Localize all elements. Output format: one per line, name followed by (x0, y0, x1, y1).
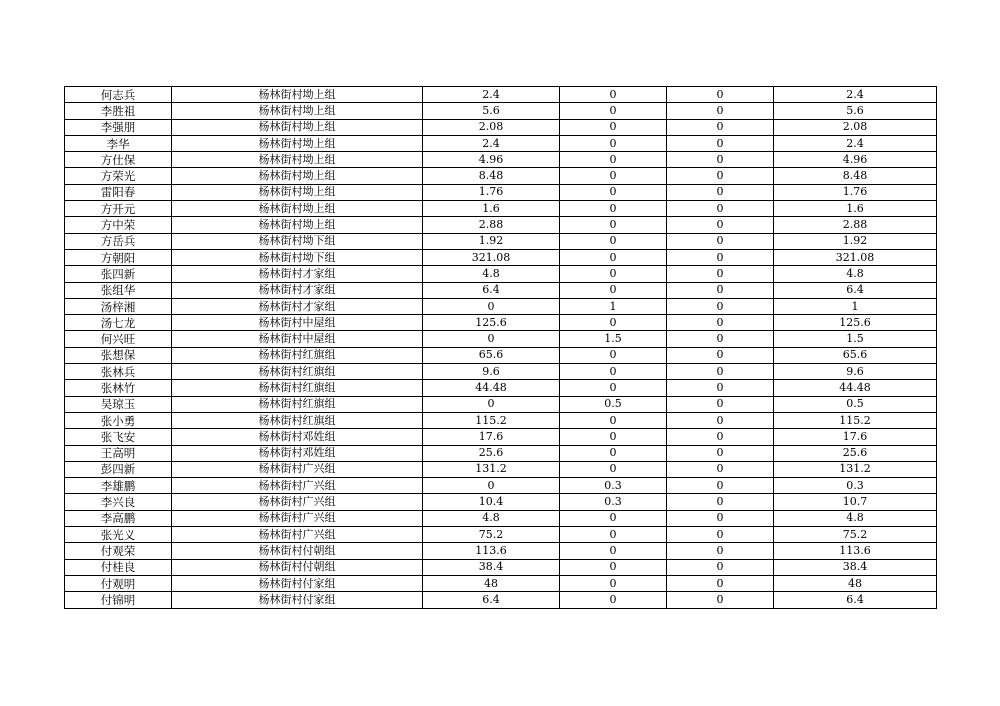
name-cell: 张光义 (65, 527, 172, 543)
value-c-cell: 0 (667, 331, 774, 347)
location-cell: 杨林街村坳下组 (172, 249, 423, 265)
table-row (65, 510, 937, 526)
value-a-cell: 5.6 (423, 103, 560, 119)
table-row (65, 478, 937, 494)
name-cell: 李兴良 (65, 494, 172, 510)
value-a-cell: 65.6 (423, 347, 560, 363)
value-b-cell: 0 (560, 575, 667, 591)
name-cell: 彭四新 (65, 461, 172, 477)
value-c-cell: 0 (667, 201, 774, 217)
total-cell: 6.4 (774, 592, 937, 608)
location-cell: 杨林街村红旗组 (172, 380, 423, 396)
value-c-cell: 0 (667, 282, 774, 298)
location-cell: 杨林街村才家组 (172, 298, 423, 314)
total-cell: 115.2 (774, 412, 937, 428)
value-b-cell: 0 (560, 233, 667, 249)
total-cell: 2.4 (774, 87, 937, 103)
value-b-cell: 0 (560, 119, 667, 135)
table-row (65, 592, 937, 608)
value-a-cell: 1.92 (423, 233, 560, 249)
location-cell: 杨林街村坳上组 (172, 119, 423, 135)
name-cell: 方岳兵 (65, 233, 172, 249)
total-cell: 65.6 (774, 347, 937, 363)
table-row (65, 543, 937, 559)
name-cell: 方仕保 (65, 152, 172, 168)
value-a-cell: 6.4 (423, 592, 560, 608)
value-b-cell: 0 (560, 347, 667, 363)
name-cell: 张飞安 (65, 429, 172, 445)
value-b-cell: 0 (560, 249, 667, 265)
table-row (65, 559, 937, 575)
name-cell: 汤梓湘 (65, 298, 172, 314)
location-cell: 杨林街村红旗组 (172, 396, 423, 412)
table-row (65, 575, 937, 591)
table-row (65, 494, 937, 510)
value-c-cell: 0 (667, 347, 774, 363)
total-cell: 75.2 (774, 527, 937, 543)
value-b-cell: 0 (560, 380, 667, 396)
value-c-cell: 0 (667, 380, 774, 396)
value-a-cell: 0 (423, 298, 560, 314)
value-b-cell: 0 (560, 315, 667, 331)
table-row (65, 331, 937, 347)
value-c-cell: 0 (667, 461, 774, 477)
location-cell: 杨林街村广兴组 (172, 461, 423, 477)
value-a-cell: 2.88 (423, 217, 560, 233)
data-table (64, 86, 937, 609)
value-a-cell: 113.6 (423, 543, 560, 559)
value-c-cell: 0 (667, 249, 774, 265)
value-c-cell: 0 (667, 364, 774, 380)
location-cell: 杨林街村广兴组 (172, 478, 423, 494)
value-c-cell: 0 (667, 478, 774, 494)
value-c-cell: 0 (667, 119, 774, 135)
value-b-cell: 0.3 (560, 478, 667, 494)
value-a-cell: 131.2 (423, 461, 560, 477)
value-c-cell: 0 (667, 103, 774, 119)
table-row (65, 445, 937, 461)
total-cell: 25.6 (774, 445, 937, 461)
total-cell: 1.92 (774, 233, 937, 249)
value-c-cell: 0 (667, 217, 774, 233)
location-cell: 杨林街村坳上组 (172, 168, 423, 184)
value-b-cell: 0 (560, 510, 667, 526)
value-a-cell: 1.6 (423, 201, 560, 217)
table-row (65, 282, 937, 298)
total-cell: 10.7 (774, 494, 937, 510)
location-cell: 杨林街村才家组 (172, 282, 423, 298)
location-cell: 杨林街村坳上组 (172, 217, 423, 233)
location-cell: 杨林街村坳上组 (172, 184, 423, 200)
value-c-cell: 0 (667, 135, 774, 151)
name-cell: 张四新 (65, 266, 172, 282)
name-cell: 何志兵 (65, 87, 172, 103)
value-a-cell: 0 (423, 396, 560, 412)
value-b-cell: 1 (560, 298, 667, 314)
value-a-cell: 6.4 (423, 282, 560, 298)
table-row (65, 217, 937, 233)
location-cell: 杨林街村中屋组 (172, 331, 423, 347)
location-cell: 杨林街村广兴组 (172, 510, 423, 526)
table-row (65, 298, 937, 314)
location-cell: 杨林街村广兴组 (172, 527, 423, 543)
name-cell: 张林竹 (65, 380, 172, 396)
total-cell: 17.6 (774, 429, 937, 445)
table-row (65, 119, 937, 135)
location-cell: 杨林街村红旗组 (172, 412, 423, 428)
name-cell: 李雄鹏 (65, 478, 172, 494)
total-cell: 113.6 (774, 543, 937, 559)
name-cell: 汤七龙 (65, 315, 172, 331)
table-row (65, 380, 937, 396)
total-cell: 0.3 (774, 478, 937, 494)
total-cell: 131.2 (774, 461, 937, 477)
value-c-cell: 0 (667, 87, 774, 103)
total-cell: 2.88 (774, 217, 937, 233)
total-cell: 1.6 (774, 201, 937, 217)
value-a-cell: 48 (423, 575, 560, 591)
value-a-cell: 4.8 (423, 266, 560, 282)
table-row (65, 103, 937, 119)
table-row (65, 233, 937, 249)
table-row (65, 201, 937, 217)
table-row (65, 364, 937, 380)
value-b-cell: 0 (560, 282, 667, 298)
value-a-cell: 321.08 (423, 249, 560, 265)
name-cell: 张组华 (65, 282, 172, 298)
location-cell: 杨林街村邓姓组 (172, 445, 423, 461)
name-cell: 方开元 (65, 201, 172, 217)
value-a-cell: 2.08 (423, 119, 560, 135)
value-c-cell: 0 (667, 298, 774, 314)
name-cell: 张林兵 (65, 364, 172, 380)
value-a-cell: 4.8 (423, 510, 560, 526)
total-cell: 321.08 (774, 249, 937, 265)
value-c-cell: 0 (667, 168, 774, 184)
name-cell: 付锦明 (65, 592, 172, 608)
name-cell: 张想保 (65, 347, 172, 363)
total-cell: 8.48 (774, 168, 937, 184)
location-cell: 杨林街村中屋组 (172, 315, 423, 331)
value-c-cell: 0 (667, 543, 774, 559)
name-cell: 雷阳春 (65, 184, 172, 200)
name-cell: 何兴旺 (65, 331, 172, 347)
name-cell: 李胜祖 (65, 103, 172, 119)
value-a-cell: 2.4 (423, 135, 560, 151)
total-cell: 44.48 (774, 380, 937, 396)
value-c-cell: 0 (667, 510, 774, 526)
value-a-cell: 75.2 (423, 527, 560, 543)
name-cell: 方朝阳 (65, 249, 172, 265)
table-row (65, 412, 937, 428)
value-b-cell: 0 (560, 184, 667, 200)
total-cell: 1.76 (774, 184, 937, 200)
location-cell: 杨林街村付家组 (172, 575, 423, 591)
value-c-cell: 0 (667, 575, 774, 591)
total-cell: 4.8 (774, 266, 937, 282)
location-cell: 杨林街村坳上组 (172, 135, 423, 151)
table-row (65, 168, 937, 184)
value-c-cell: 0 (667, 412, 774, 428)
value-b-cell: 0.3 (560, 494, 667, 510)
value-c-cell: 0 (667, 315, 774, 331)
total-cell: 2.08 (774, 119, 937, 135)
total-cell: 5.6 (774, 103, 937, 119)
total-cell: 4.96 (774, 152, 937, 168)
value-b-cell: 0 (560, 445, 667, 461)
total-cell: 6.4 (774, 282, 937, 298)
total-cell: 9.6 (774, 364, 937, 380)
name-cell: 吴琼玉 (65, 396, 172, 412)
table-row (65, 87, 937, 103)
value-a-cell: 44.48 (423, 380, 560, 396)
value-b-cell: 0 (560, 461, 667, 477)
total-cell: 0.5 (774, 396, 937, 412)
table-row (65, 396, 937, 412)
table-body (65, 87, 937, 609)
value-c-cell: 0 (667, 152, 774, 168)
value-a-cell: 115.2 (423, 412, 560, 428)
value-b-cell: 0 (560, 364, 667, 380)
value-c-cell: 0 (667, 494, 774, 510)
value-b-cell: 0 (560, 103, 667, 119)
value-a-cell: 25.6 (423, 445, 560, 461)
value-a-cell: 125.6 (423, 315, 560, 331)
location-cell: 杨林街村广兴组 (172, 494, 423, 510)
table-row (65, 152, 937, 168)
location-cell: 杨林街村坳上组 (172, 87, 423, 103)
value-a-cell: 0 (423, 331, 560, 347)
value-a-cell: 1.76 (423, 184, 560, 200)
value-b-cell: 0 (560, 87, 667, 103)
value-a-cell: 17.6 (423, 429, 560, 445)
name-cell: 付桂良 (65, 559, 172, 575)
name-cell: 李强朋 (65, 119, 172, 135)
value-c-cell: 0 (667, 233, 774, 249)
value-b-cell: 0 (560, 217, 667, 233)
name-cell: 李高鹏 (65, 510, 172, 526)
table-row (65, 527, 937, 543)
total-cell: 4.8 (774, 510, 937, 526)
location-cell: 杨林街村才家组 (172, 266, 423, 282)
value-b-cell: 0 (560, 429, 667, 445)
total-cell: 38.4 (774, 559, 937, 575)
value-b-cell: 0 (560, 201, 667, 217)
total-cell: 1 (774, 298, 937, 314)
location-cell: 杨林街村坳上组 (172, 201, 423, 217)
location-cell: 杨林街村坳上组 (172, 103, 423, 119)
value-b-cell: 0.5 (560, 396, 667, 412)
value-a-cell: 0 (423, 478, 560, 494)
value-b-cell: 0 (560, 152, 667, 168)
value-a-cell: 38.4 (423, 559, 560, 575)
total-cell: 2.4 (774, 135, 937, 151)
value-c-cell: 0 (667, 559, 774, 575)
value-c-cell: 0 (667, 429, 774, 445)
value-a-cell: 2.4 (423, 87, 560, 103)
name-cell: 王高明 (65, 445, 172, 461)
total-cell: 1.5 (774, 331, 937, 347)
location-cell: 杨林街村红旗组 (172, 364, 423, 380)
value-a-cell: 4.96 (423, 152, 560, 168)
value-a-cell: 9.6 (423, 364, 560, 380)
value-a-cell: 10.4 (423, 494, 560, 510)
location-cell: 杨林街村坳上组 (172, 152, 423, 168)
table-row (65, 461, 937, 477)
name-cell: 李华 (65, 135, 172, 151)
value-c-cell: 0 (667, 445, 774, 461)
name-cell: 方荣光 (65, 168, 172, 184)
value-b-cell: 0 (560, 559, 667, 575)
total-cell: 125.6 (774, 315, 937, 331)
value-b-cell: 0 (560, 168, 667, 184)
location-cell: 杨林街村付家组 (172, 592, 423, 608)
value-c-cell: 0 (667, 592, 774, 608)
value-b-cell: 0 (560, 266, 667, 282)
value-c-cell: 0 (667, 266, 774, 282)
value-c-cell: 0 (667, 396, 774, 412)
location-cell: 杨林街村坳下组 (172, 233, 423, 249)
name-cell: 方中荣 (65, 217, 172, 233)
value-c-cell: 0 (667, 527, 774, 543)
name-cell: 张小勇 (65, 412, 172, 428)
value-c-cell: 0 (667, 184, 774, 200)
table-row (65, 315, 937, 331)
location-cell: 杨林街村付朝组 (172, 543, 423, 559)
table-row (65, 184, 937, 200)
location-cell: 杨林街村红旗组 (172, 347, 423, 363)
table-row (65, 429, 937, 445)
value-b-cell: 0 (560, 412, 667, 428)
location-cell: 杨林街村邓姓组 (172, 429, 423, 445)
total-cell: 48 (774, 575, 937, 591)
table-row (65, 266, 937, 282)
name-cell: 付观明 (65, 575, 172, 591)
value-b-cell: 0 (560, 135, 667, 151)
table-row (65, 249, 937, 265)
value-b-cell: 0 (560, 592, 667, 608)
table-row (65, 135, 937, 151)
value-a-cell: 8.48 (423, 168, 560, 184)
location-cell: 杨林街村付朝组 (172, 559, 423, 575)
value-b-cell: 0 (560, 543, 667, 559)
value-b-cell: 1.5 (560, 331, 667, 347)
name-cell: 付观荣 (65, 543, 172, 559)
table-row (65, 347, 937, 363)
value-b-cell: 0 (560, 527, 667, 543)
